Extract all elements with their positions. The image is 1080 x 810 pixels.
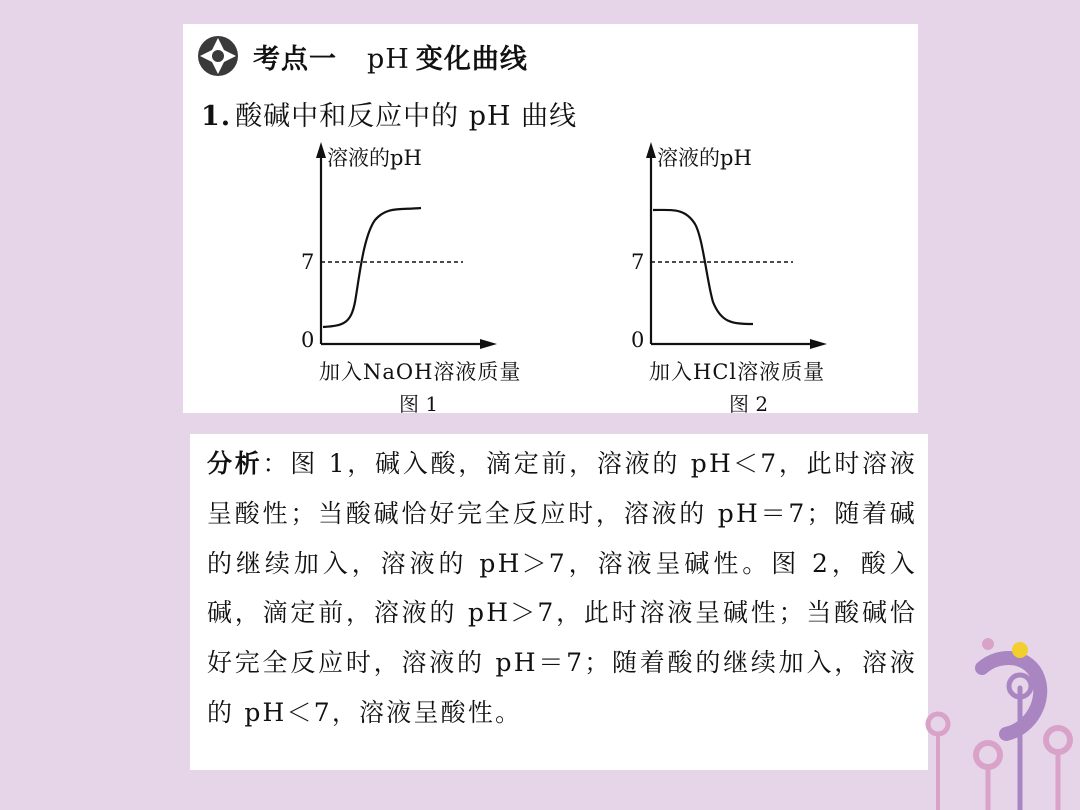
analysis-panel: [190, 434, 928, 770]
y-axis-arrow: [646, 142, 656, 158]
compass-diamond-icon: [197, 35, 239, 77]
figure-caption: 图 2: [729, 392, 769, 416]
heading-title: 变化曲线: [415, 43, 528, 75]
ph-curve-rising: [323, 208, 421, 327]
heading-ph: pH: [367, 43, 410, 75]
y-axis-arrow: [316, 142, 326, 158]
heading-prefix: 考点一: [253, 43, 337, 75]
decorative-flower-graphic: [920, 630, 1080, 810]
y-axis-label: 溶液的pH: [327, 146, 422, 170]
figure-caption: 图 1: [399, 392, 439, 416]
figure-2: [613, 142, 933, 416]
y-axis-label: 溶液的pH: [657, 146, 752, 170]
subheading-text: 酸碱中和反应中的 pH 曲线: [235, 101, 578, 132]
x-axis-label: 加入HCl溶液质量: [649, 360, 826, 384]
x-axis-arrow: [480, 339, 497, 349]
tick-label-7: 7: [631, 250, 645, 274]
tick-label-7: 7: [301, 250, 315, 274]
tick-label-0: 0: [631, 328, 645, 352]
analysis-label: 分析: [207, 449, 263, 478]
x-axis-label: 加入NaOH溶液质量: [319, 360, 522, 384]
section-heading: [197, 36, 528, 76]
subheading-number: 1.: [201, 101, 232, 132]
figure-1: [283, 142, 603, 416]
x-axis-arrow: [810, 339, 827, 349]
ph-curve-falling: [653, 210, 753, 324]
analysis-text: ：图 1，碱入酸，滴定前，溶液的 pH＜7，此时溶液呈酸性；当酸碱恰好完全反应时，溶液的 pH＝7；随着碱的继续加入，溶液的 pH＞7，溶液呈碱性。图 2，酸入碱，滴定前，溶液的 pH＞7，此时溶液呈碱性；当酸碱恰好完全反应时，溶液的 pH＝7；随着酸的继续加入，溶液的 pH＜7，溶液呈酸性。: [207, 449, 917, 727]
subheading: [201, 94, 577, 133]
analysis-paragraph: [207, 439, 917, 738]
concept-panel: [183, 24, 918, 416]
tick-label-0: 0: [301, 328, 315, 352]
